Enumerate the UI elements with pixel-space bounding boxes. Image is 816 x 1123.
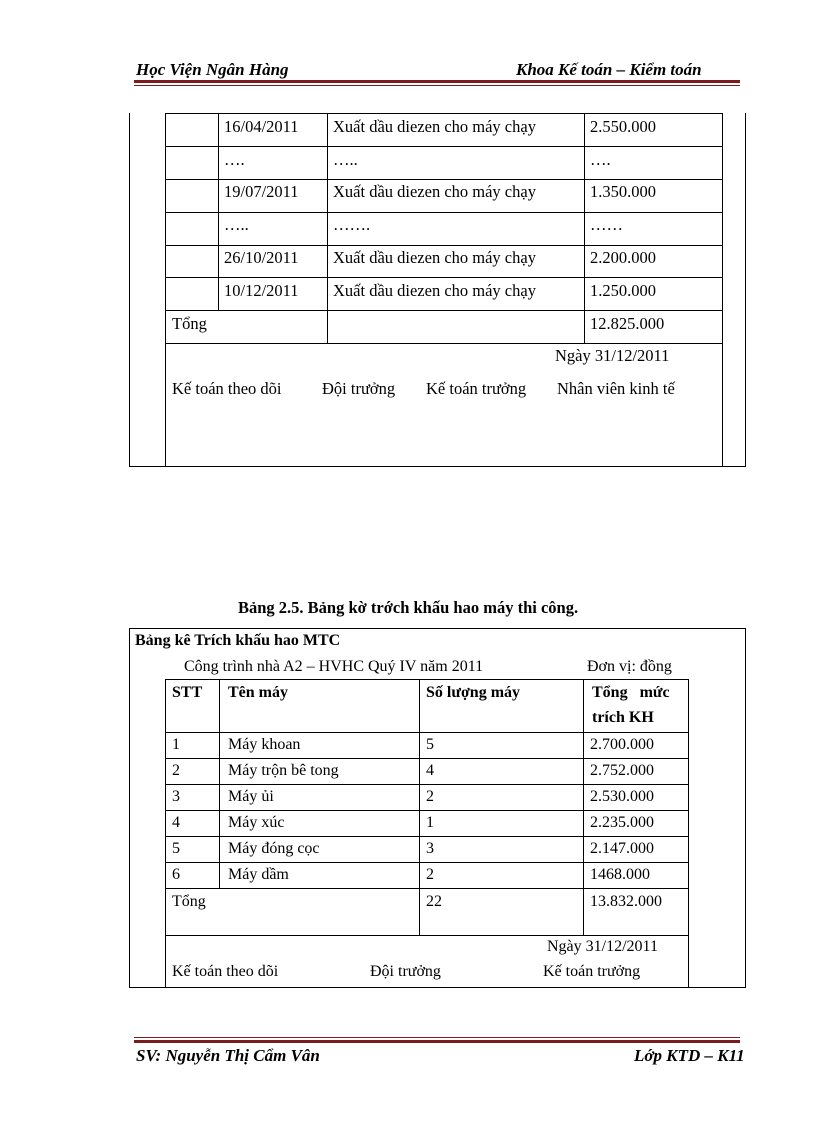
header-institution: Học Viện Ngân Hàng bbox=[136, 60, 289, 79]
footer-class: Lớp KTD – K11 bbox=[634, 1046, 745, 1065]
header-faculty: Khoa Kế toán – Kiểm toán bbox=[516, 60, 702, 79]
footer-student: SV: Nguyễn Thị Cẩm Vân bbox=[136, 1046, 320, 1065]
table2-subtitle: Công trình nhà A2 – HVHC Quý IV năm 2011 bbox=[184, 658, 484, 675]
table2-date-line: Ngày 31/12/2011 bbox=[547, 938, 658, 955]
table2-caption: Bảng 2.5. Bảng kờ trớch khấu hao máy thi công. bbox=[238, 598, 579, 617]
table2-title: Bảng kê Trích khấu hao MTC bbox=[135, 632, 341, 649]
header-rule-thin bbox=[134, 85, 740, 86]
table1-date-line: Ngày 31/12/2011 bbox=[555, 346, 670, 365]
header-rule bbox=[134, 80, 740, 83]
table2-unit: Đơn vị: đồng bbox=[587, 658, 672, 675]
footer-rule bbox=[134, 1040, 740, 1043]
footer-rule-thin bbox=[134, 1037, 740, 1038]
